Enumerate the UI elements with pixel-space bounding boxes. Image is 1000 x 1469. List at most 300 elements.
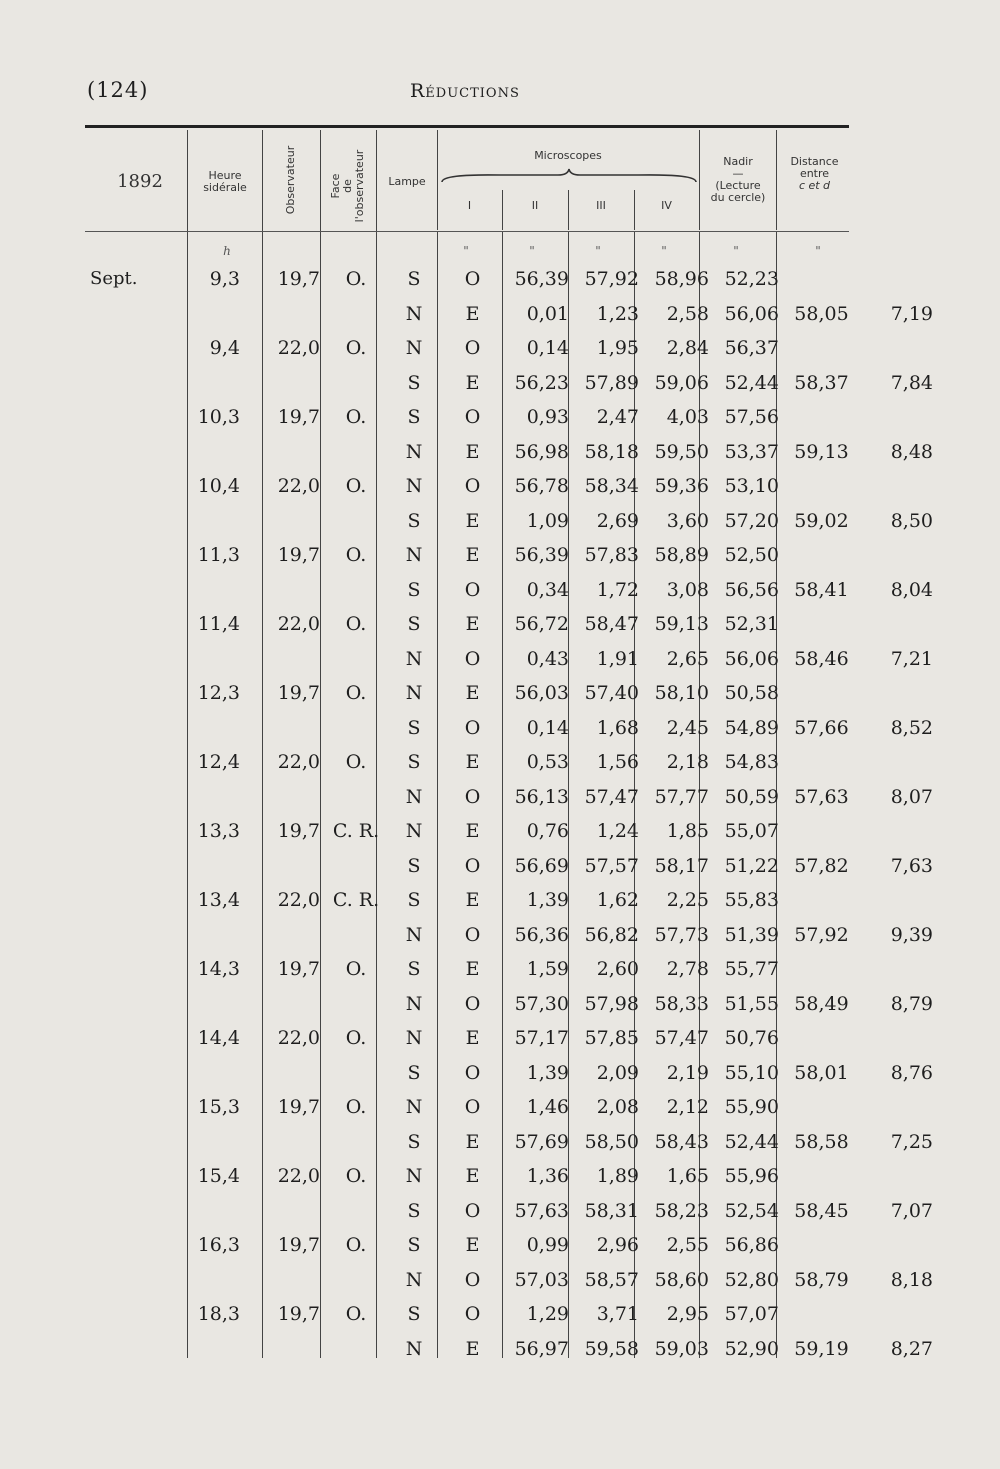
lampe-cell: O [464, 268, 481, 291]
observateur-cell [326, 849, 386, 884]
microscope-cell: 57,03 [514, 1268, 569, 1291]
date-cell: 11,4 [197, 613, 240, 636]
micro-col-header: IV [661, 199, 672, 212]
distance-cell [860, 883, 933, 918]
microscope-cell: 0,01 [526, 302, 569, 325]
lampe-cell: E [465, 613, 480, 636]
table-row [85, 711, 933, 746]
microscope-cell: 1,95 [596, 337, 639, 360]
microscope-cell: 59,13 [654, 613, 709, 636]
date-cell [85, 1263, 240, 1298]
distance-cell: 8,76 [890, 1061, 933, 1084]
observateur-header: Observateur [284, 145, 297, 215]
table-row [85, 435, 933, 470]
microscope-cell: 53,10 [724, 475, 779, 498]
observateur-cell: O. [345, 1096, 367, 1119]
microscope-cell: 2,09 [596, 1061, 639, 1084]
microscope-cell: 56,39 [514, 268, 569, 291]
microscope-cell: 56,69 [514, 854, 569, 877]
top-rule [85, 125, 849, 128]
distance-header [777, 156, 852, 192]
nadir-header [700, 156, 776, 204]
heure-cell [240, 1263, 326, 1298]
observateur-cell: O. [345, 406, 367, 429]
observateur-cell [326, 1332, 386, 1367]
heure-cell: 22,0 [277, 337, 320, 360]
heure-cell [240, 711, 326, 746]
microscope-cell: 2,45 [666, 716, 709, 739]
microscope-cell: 56,72 [514, 613, 569, 636]
microscope-cell: 52,31 [724, 613, 779, 636]
heure-cell [240, 918, 326, 953]
microscope-cell: 55,10 [724, 1061, 779, 1084]
microscope-cell: 52,44 [724, 1130, 779, 1153]
microscope-cell: 57,73 [654, 923, 709, 946]
microscope-cell: 1,62 [596, 889, 639, 912]
nadir-cell [783, 1159, 860, 1194]
table-row [85, 1090, 933, 1125]
date-cell: 12,4 [197, 751, 240, 774]
nadir-cell [783, 607, 860, 642]
heure-cell [240, 366, 326, 401]
lampe-cell: E [465, 889, 480, 912]
face-cell: S [407, 406, 421, 429]
microscope-cell: 55,77 [724, 958, 779, 981]
table-row [85, 918, 933, 953]
nadir-cell: 58,45 [794, 1199, 849, 1222]
distance-cell: 7,07 [890, 1199, 933, 1222]
microscope-cell: 1,65 [666, 1165, 709, 1188]
date-cell: 14,4 [197, 1027, 240, 1050]
lampe-header: Lampe [388, 175, 426, 188]
nadir-cell: 57,66 [794, 716, 849, 739]
date-cell: 10,3 [197, 406, 240, 429]
face-cell: N [405, 1096, 423, 1119]
nadir-cell [783, 400, 860, 435]
nadir-cell: 57,82 [794, 854, 849, 877]
distance-cell: 7,63 [890, 854, 933, 877]
heure-cell [240, 435, 326, 470]
microscope-cell: 2,65 [666, 647, 709, 670]
distance-cell: 8,27 [890, 1337, 933, 1360]
table-row [85, 780, 933, 815]
microscope-cell: 52,44 [724, 371, 779, 394]
heure-cell: 19,7 [277, 406, 320, 429]
observateur-cell: O. [345, 613, 367, 636]
face-cell: S [407, 1130, 421, 1153]
lampe-cell: E [465, 440, 480, 463]
face-cell: S [407, 889, 421, 912]
distance-cell: 9,39 [890, 923, 933, 946]
face-cell: S [407, 509, 421, 532]
microscope-cell: 2,69 [596, 509, 639, 532]
microscope-cell: 2,18 [666, 751, 709, 774]
distance-cell [860, 262, 933, 297]
face-cell: S [407, 1199, 421, 1222]
lampe-cell: O [464, 1268, 481, 1291]
microscope-cell: 58,96 [654, 268, 709, 291]
nadir-cell: 58,79 [794, 1268, 849, 1291]
heure-cell: 22,0 [277, 889, 320, 912]
seconds-unit: " [733, 244, 739, 258]
microscope-cell: 58,60 [654, 1268, 709, 1291]
table-row [85, 987, 933, 1022]
face-header-line: l'observateur [353, 149, 366, 223]
heure-cell: 22,0 [277, 751, 320, 774]
microscope-cell: 1,29 [526, 1303, 569, 1326]
observateur-cell: C. R. [332, 889, 380, 912]
microscope-cell: 0,34 [526, 578, 569, 601]
observateur-cell: O. [345, 1234, 367, 1257]
microscope-cell: 4,03 [666, 406, 709, 429]
page-number: (124) [87, 78, 149, 102]
distance-cell: 8,52 [890, 716, 933, 739]
microscope-cell: 3,60 [666, 509, 709, 532]
observateur-cell: O. [345, 475, 367, 498]
microscope-cell: 2,25 [666, 889, 709, 912]
table-body [85, 262, 933, 1366]
distance-cell: 8,18 [890, 1268, 933, 1291]
microscope-cell: 59,06 [654, 371, 709, 394]
table-row [85, 1263, 933, 1298]
observateur-cell [326, 918, 386, 953]
observateur-cell: O. [345, 337, 367, 360]
microscope-cell: 56,97 [514, 1337, 569, 1360]
lampe-cell: O [464, 923, 481, 946]
microscopes-header: Microscopes [534, 149, 602, 162]
distance-cell [860, 1090, 933, 1125]
microscope-cell: 2,47 [596, 406, 639, 429]
observateur-cell: O. [345, 1303, 367, 1326]
microscope-cell: 57,07 [724, 1303, 779, 1326]
microscope-cell: 51,39 [724, 923, 779, 946]
face-cell: S [407, 371, 421, 394]
microscope-cell: 2,58 [666, 302, 709, 325]
lampe-cell: O [464, 1096, 481, 1119]
microscope-cell: 56,13 [514, 785, 569, 808]
microscope-cell: 58,34 [584, 475, 639, 498]
microscope-cell: 56,06 [724, 647, 779, 670]
microscope-cell: 58,57 [584, 1268, 639, 1291]
distance-cell [860, 1297, 933, 1332]
date-cell: 9,3 [209, 268, 240, 291]
face-cell: N [405, 647, 423, 670]
date-cell [85, 1194, 240, 1229]
table-row [85, 1159, 933, 1194]
lampe-cell: O [464, 1303, 481, 1326]
observateur-cell: O. [345, 1027, 367, 1050]
lampe-cell: O [464, 785, 481, 808]
microscope-cell: 51,22 [724, 854, 779, 877]
nadir-cell [783, 469, 860, 504]
face-cell: S [407, 751, 421, 774]
microscope-cell: 52,23 [724, 268, 779, 291]
face-cell: N [405, 1027, 423, 1050]
seconds-unit: " [595, 244, 601, 258]
heure-cell [240, 1332, 326, 1367]
face-cell: S [407, 854, 421, 877]
microscope-cell: 57,57 [584, 854, 639, 877]
microscope-cell: 55,90 [724, 1096, 779, 1119]
lampe-cell: O [464, 647, 481, 670]
observateur-cell [326, 297, 386, 332]
observateur-cell [326, 1194, 386, 1229]
microscope-cell: 58,50 [584, 1130, 639, 1153]
table-row [85, 814, 933, 849]
heure-cell: 22,0 [277, 475, 320, 498]
lampe-cell: O [464, 578, 481, 601]
distance-cell [860, 1159, 933, 1194]
distance-header-line: c et d [798, 179, 831, 192]
microscope-cell: 1,39 [526, 1061, 569, 1084]
page-header [0, 78, 1000, 108]
microscope-cell: 58,47 [584, 613, 639, 636]
date-cell: 10,4 [197, 475, 240, 498]
date-cell: 16,3 [197, 1234, 240, 1257]
nadir-header-line: Nadir [723, 155, 753, 168]
face-cell: N [405, 337, 423, 360]
microscope-cell: 3,71 [596, 1303, 639, 1326]
nadir-header-line: du cercle) [710, 191, 766, 204]
nadir-cell [783, 1297, 860, 1332]
microscope-cell: 2,60 [596, 958, 639, 981]
distance-cell [860, 469, 933, 504]
nadir-cell [783, 331, 860, 366]
microscope-cell: 58,43 [654, 1130, 709, 1153]
microscope-cell: 56,56 [724, 578, 779, 601]
lampe-cell: E [465, 371, 480, 394]
observateur-cell [326, 642, 386, 677]
date-cell: 11,3 [197, 544, 240, 567]
face-header-line: de [341, 179, 354, 193]
microscope-cell: 50,58 [724, 682, 779, 705]
distance-cell: 7,84 [890, 371, 933, 394]
microscope-cell: 57,40 [584, 682, 639, 705]
microscope-cell: 1,72 [596, 578, 639, 601]
heure-cell: 19,7 [277, 268, 320, 291]
date-cell: 15,3 [197, 1096, 240, 1119]
table-row [85, 1021, 933, 1056]
lampe-cell: O [464, 406, 481, 429]
table-row [85, 745, 933, 780]
face-cell: N [405, 682, 423, 705]
distance-cell [860, 745, 933, 780]
observateur-cell: O. [345, 544, 367, 567]
table-row [85, 1056, 933, 1091]
nadir-cell [783, 1021, 860, 1056]
lampe-cell: E [465, 1337, 480, 1360]
microscope-cell: 58,18 [584, 440, 639, 463]
heure-cell [240, 987, 326, 1022]
nadir-cell [783, 883, 860, 918]
observateur-cell: O. [345, 682, 367, 705]
microscope-cell: 58,33 [654, 992, 709, 1015]
microscope-cell: 52,54 [724, 1199, 779, 1222]
microscope-cell: 58,31 [584, 1199, 639, 1222]
column-divider [437, 130, 438, 230]
face-cell: N [405, 992, 423, 1015]
microscope-cell: 57,77 [654, 785, 709, 808]
seconds-unit: " [463, 244, 469, 258]
microscope-cell: 56,98 [514, 440, 569, 463]
face-cell: N [405, 544, 423, 567]
date-cell [85, 297, 240, 332]
microscope-cell: 56,78 [514, 475, 569, 498]
lampe-cell: E [465, 302, 480, 325]
distance-cell [860, 952, 933, 987]
distance-cell: 7,19 [890, 302, 933, 325]
distance-cell: 8,79 [890, 992, 933, 1015]
microscope-cell: 57,98 [584, 992, 639, 1015]
nadir-cell [783, 262, 860, 297]
heure-header-line: Heure [208, 169, 242, 182]
distance-cell: 7,25 [890, 1130, 933, 1153]
face-cell: N [405, 1165, 423, 1188]
brace-icon [440, 168, 698, 184]
face-cell: N [405, 440, 423, 463]
microscope-cell: 58,23 [654, 1199, 709, 1222]
heure-header [190, 170, 260, 194]
distance-cell: 8,50 [890, 509, 933, 532]
microscope-cell: 2,55 [666, 1234, 709, 1257]
date-cell [85, 504, 240, 539]
nadir-cell: 58,01 [794, 1061, 849, 1084]
distance-cell [860, 1021, 933, 1056]
face-cell: N [405, 475, 423, 498]
microscope-cell: 1,09 [526, 509, 569, 532]
nadir-cell [783, 676, 860, 711]
distance-cell [860, 400, 933, 435]
nadir-cell [783, 538, 860, 573]
table-row [85, 366, 933, 401]
face-cell: N [405, 785, 423, 808]
microscope-cell: 57,63 [514, 1199, 569, 1222]
nadir-cell [783, 745, 860, 780]
microscope-cell: 2,19 [666, 1061, 709, 1084]
microscope-cell: 57,83 [584, 544, 639, 567]
heure-cell: 19,7 [277, 1303, 320, 1326]
date-cell: 14,3 [197, 958, 240, 981]
face-cell: S [407, 958, 421, 981]
observateur-cell: O. [345, 268, 367, 291]
lampe-cell: O [464, 716, 481, 739]
table-row [85, 573, 933, 608]
lampe-cell: E [465, 1027, 480, 1050]
heure-cell [240, 1125, 326, 1160]
nadir-cell: 58,41 [794, 578, 849, 601]
year-header: 1892 [117, 171, 163, 192]
microscope-cell: 59,03 [654, 1337, 709, 1360]
micro-col-header: I [467, 199, 472, 212]
face-cell: S [407, 1234, 421, 1257]
microscope-cell: 55,07 [724, 820, 779, 843]
microscope-cell: 1,36 [526, 1165, 569, 1188]
table-row [85, 1194, 933, 1229]
microscope-cell: 57,30 [514, 992, 569, 1015]
lampe-cell: E [465, 1165, 480, 1188]
microscope-cell: 57,92 [584, 268, 639, 291]
heure-cell: 22,0 [277, 1165, 320, 1188]
distance-cell [860, 331, 933, 366]
seconds-unit: " [815, 244, 821, 258]
table-row [85, 262, 933, 297]
face-cell: S [407, 613, 421, 636]
microscope-cell: 57,17 [514, 1027, 569, 1050]
nadir-header-line: — [732, 167, 744, 180]
microscope-cell: 2,08 [596, 1096, 639, 1119]
face-header-line: Face [329, 173, 342, 199]
lampe-cell: E [465, 751, 480, 774]
nadir-cell [783, 1090, 860, 1125]
nadir-cell: 58,05 [794, 302, 849, 325]
heure-cell [240, 297, 326, 332]
microscope-cell: 59,50 [654, 440, 709, 463]
observateur-cell [326, 573, 386, 608]
table-row [85, 331, 933, 366]
microscope-cell: 56,37 [724, 337, 779, 360]
table-row [85, 607, 933, 642]
table-row [85, 952, 933, 987]
date-cell [85, 918, 240, 953]
microscope-cell: 2,12 [666, 1096, 709, 1119]
distance-cell [860, 1228, 933, 1263]
microscope-cell: 57,56 [724, 406, 779, 429]
distance-cell: 8,04 [890, 578, 933, 601]
heure-cell [240, 573, 326, 608]
lampe-cell: O [464, 1199, 481, 1222]
lampe-cell: O [464, 1061, 481, 1084]
microscope-cell: 56,23 [514, 371, 569, 394]
nadir-cell: 59,13 [794, 440, 849, 463]
microscope-cell: 52,90 [724, 1337, 779, 1360]
table-row [85, 504, 933, 539]
microscope-cell: 57,69 [514, 1130, 569, 1153]
microscope-cell: 3,08 [666, 578, 709, 601]
observateur-cell [326, 1263, 386, 1298]
distance-cell [860, 538, 933, 573]
face-cell: S [407, 268, 421, 291]
heure-cell: 19,7 [277, 1234, 320, 1257]
microscope-cell: 0,93 [526, 406, 569, 429]
lampe-cell: O [464, 992, 481, 1015]
observateur-cell [326, 366, 386, 401]
observateur-cell [326, 780, 386, 815]
nadir-cell: 57,63 [794, 785, 849, 808]
nadir-cell: 59,02 [794, 509, 849, 532]
microscope-cell: 0,53 [526, 751, 569, 774]
microscope-cell: 55,83 [724, 889, 779, 912]
observateur-cell: O. [345, 1165, 367, 1188]
microscope-cell: 51,55 [724, 992, 779, 1015]
table-row [85, 1125, 933, 1160]
microscope-cell: 52,50 [724, 544, 779, 567]
microscope-cell: 58,89 [654, 544, 709, 567]
microscope-cell: 1,89 [596, 1165, 639, 1188]
micro-col-header: II [531, 199, 539, 212]
heure-cell [240, 849, 326, 884]
microscope-cell: 0,14 [526, 716, 569, 739]
nadir-cell: 58,37 [794, 371, 849, 394]
seconds-unit: " [529, 244, 535, 258]
observateur-cell [326, 504, 386, 539]
nadir-cell [783, 1228, 860, 1263]
table-row [85, 400, 933, 435]
heure-cell: 19,7 [277, 1096, 320, 1119]
microscope-cell: 2,96 [596, 1234, 639, 1257]
date-cell: 9,4 [209, 337, 240, 360]
microscope-cell: 59,36 [654, 475, 709, 498]
observateur-cell [326, 1125, 386, 1160]
